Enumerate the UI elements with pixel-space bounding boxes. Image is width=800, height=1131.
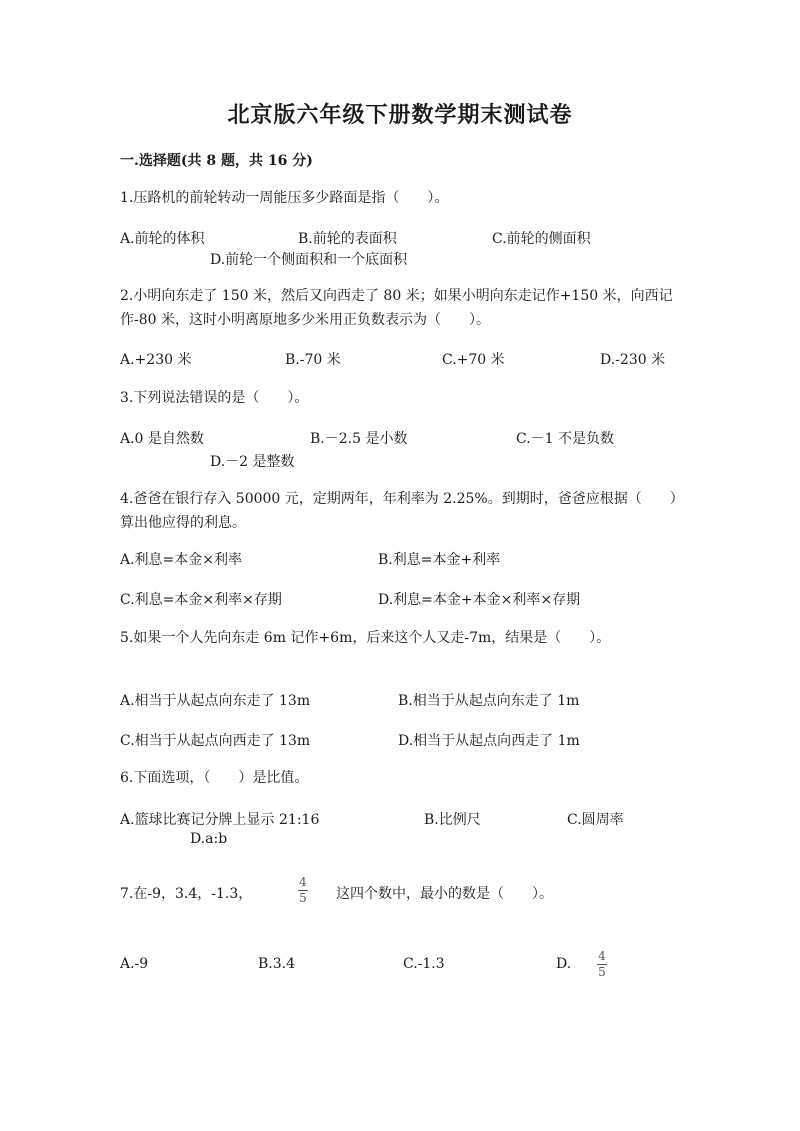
question-3-stem: 3.下列说法错误的是（ ）。 <box>120 390 309 406</box>
q1-option-b: B.前轮的表面积 <box>298 231 397 247</box>
q3-option-c: C.－1 不是负数 <box>516 431 615 447</box>
q3-option-d: D.－2 是整数 <box>210 454 295 470</box>
q1-option-c: C.前轮的侧面积 <box>492 231 591 247</box>
q3-option-b: B.－2.5 是小数 <box>310 431 408 447</box>
q1-option-d: D.前轮一个侧面积和一个底面积 <box>210 252 408 268</box>
question-1-stem: 1.压路机的前轮转动一周能压多少路面是指（ ）。 <box>120 190 449 206</box>
question-5-stem: 5.如果一个人先向东走 6m 记作+6m，后来这个人又走-7m，结果是（ ）。 <box>120 630 611 646</box>
q6-option-d: D.a:b <box>190 831 228 847</box>
q2-option-a: A.+230 米 <box>120 352 192 368</box>
fraction-denominator: 5 <box>598 965 606 979</box>
q7-option-d-fraction <box>597 950 607 979</box>
q5-option-b: B.相当于从起点向东走了 1m <box>398 693 580 709</box>
q7-option-a: A.-9 <box>120 956 149 972</box>
q2-option-d: D.-230 米 <box>600 352 666 368</box>
fraction-numerator: 4 <box>598 949 606 963</box>
fraction-denominator: 5 <box>299 891 307 905</box>
question-2-stem: 2.小明向东走了 150 米，然后又向西走了 80 米；如果小明向东走记作+150 米，向西记作-80 米，这时小明离原地多少米用正负数表示为（ ）。 <box>120 288 673 328</box>
question-6-stem: 6.下面选项，（ ）是比值。 <box>120 770 309 786</box>
question-7-stem-part-2: 这四个数中，最小的数是（ ）。 <box>336 886 553 902</box>
page-title: 北京版六年级下册数学期末测试卷 <box>227 102 573 128</box>
q5-option-c: C.相当于从起点向西走了 13m <box>120 733 311 749</box>
q3-option-a: A.0 是自然数 <box>120 431 204 447</box>
q6-option-a: A.篮球比赛记分牌上显示 21:16 <box>120 812 320 828</box>
q4-option-c: C.利息=本金×利率×存期 <box>120 592 282 608</box>
q6-option-b: B.比例尺 <box>424 812 481 828</box>
q7-option-b: B.3.4 <box>258 956 296 972</box>
question-4-stem: 4.爸爸在银行存入 50000 元，定期两年，年利率为 2.25%。到期时，爸爸应根据（ ）算出他应得的利息。 <box>120 491 677 531</box>
fraction-numerator: 4 <box>299 875 307 889</box>
q4-option-d: D.利息=本金+本金×利率×存期 <box>378 592 581 608</box>
q4-option-a: A.利息=本金×利率 <box>120 552 243 568</box>
q7-option-d: D. <box>556 956 572 972</box>
q6-option-c: C.圆周率 <box>567 812 624 828</box>
q4-option-b: B.利息=本金+利率 <box>378 552 501 568</box>
q1-option-a: A.前轮的体积 <box>120 231 205 247</box>
question-7-stem-part-1: 7.在-9，3.4，-1.3， <box>120 886 253 902</box>
section-heading: 一.选择题(共 8 题，共 16 分) <box>120 153 313 169</box>
q7-stem-fraction <box>298 876 308 905</box>
q2-option-b: B.-70 米 <box>285 352 341 368</box>
q2-option-c: C.+70 米 <box>442 352 505 368</box>
q7-option-c: C.-1.3 <box>403 956 445 972</box>
q5-option-d: D.相当于从起点向西走了 1m <box>398 733 580 749</box>
q5-option-a: A.相当于从起点向东走了 13m <box>120 693 311 709</box>
